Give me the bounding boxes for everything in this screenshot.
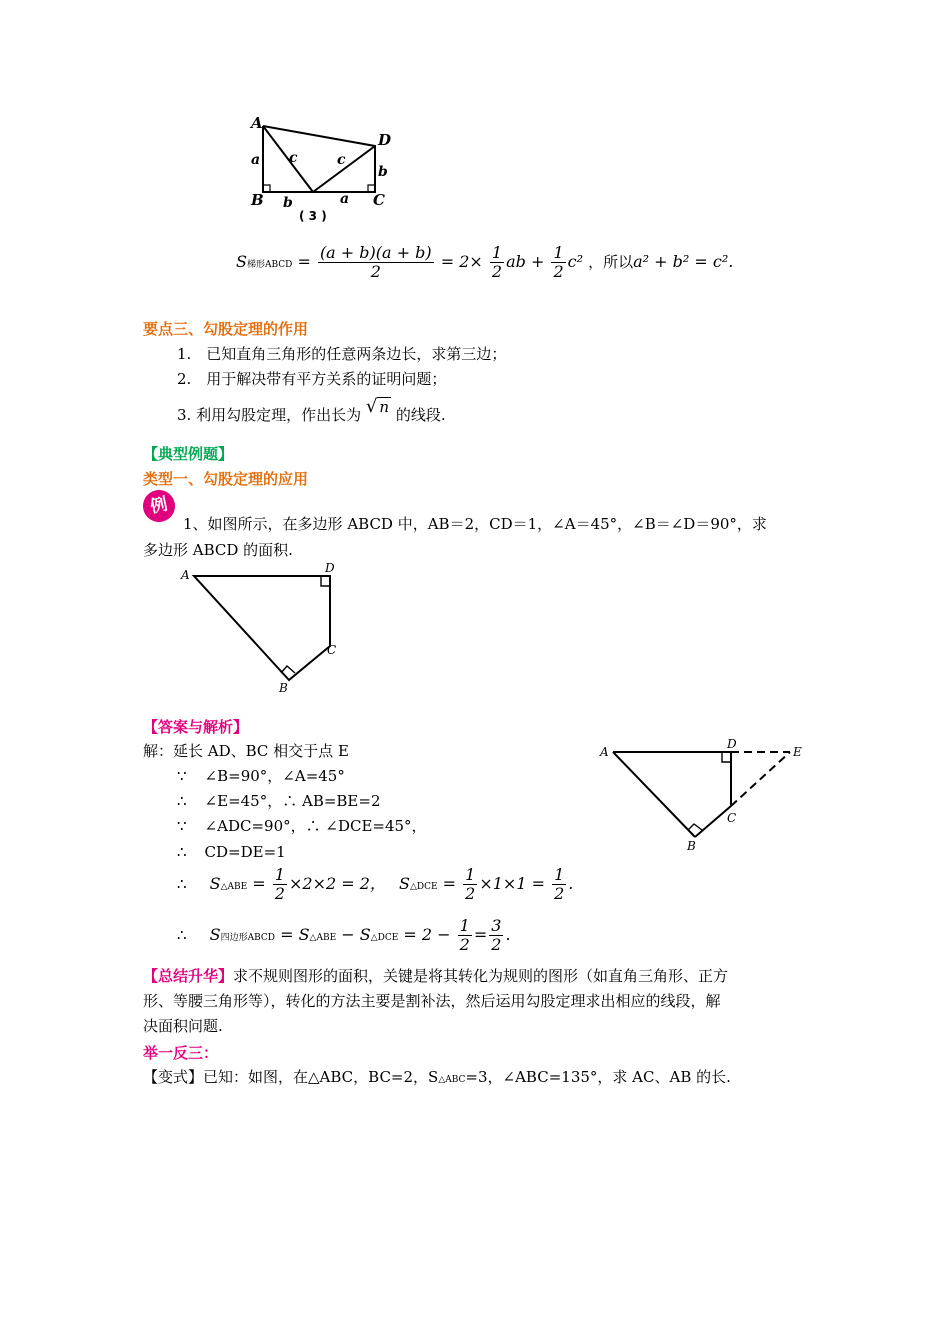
formula-ab: ab + xyxy=(506,252,545,271)
label-a: A xyxy=(600,745,609,759)
answer-line-4-text: CD=DE=1 xyxy=(204,843,286,861)
s-subscript: 梯形ABCD xyxy=(246,260,293,270)
eq5b: ×1×1 = xyxy=(479,874,546,893)
example-badge xyxy=(140,487,178,525)
label-b-bottom: b xyxy=(283,195,293,211)
therefore-symbol: ∴ xyxy=(177,843,187,861)
figure-caption: ( 3 ) xyxy=(299,209,327,223)
label-d: D xyxy=(378,131,392,149)
frac-den-5: 2 xyxy=(491,935,502,954)
figure-problem-polygon xyxy=(175,560,355,695)
label-d: D xyxy=(727,737,737,751)
eq5a: ×2×2 = 2， xyxy=(288,874,386,893)
label-c-right: c xyxy=(337,152,346,168)
right-angle-d xyxy=(321,576,330,586)
answer-line-5: ∴ S△ABE = $\frac{1}{2}$ ×2×2 = 2， S△DCE = $\frac{1}{2}$ ×1×1 = $\frac{1}{2}$ . xyxy=(177,865,574,903)
section3-item-3 xyxy=(177,396,446,425)
segment-ae xyxy=(263,126,313,192)
segment-ce-dashed xyxy=(731,752,790,806)
label-b-right: b xyxy=(378,164,388,180)
therefore-symbol: ∴ xyxy=(177,875,187,893)
half-denominator-2: 2 xyxy=(553,262,564,281)
s-abe-subscript: △ABE xyxy=(220,882,248,892)
variant-subscript: △ABC xyxy=(438,1075,466,1085)
variant-text-a: 【变式】已知：如图，在△ABC，BC=2，S xyxy=(143,1068,439,1086)
formula-mid: = 2× xyxy=(440,252,483,271)
summary-label: 【总结升华】 xyxy=(143,967,234,985)
answer-line-3 xyxy=(177,816,427,836)
frac-den-2: 2 xyxy=(465,884,476,903)
section3-item-3-text: 3. 利用勾股定理，作出长为 xyxy=(177,406,362,424)
label-d: D xyxy=(325,561,335,575)
answer-line-6: ∴ S四边形ABCD = S△ABE − S△DCE = 2 − $\frac{1}{2}$ = $\frac{3}{2}$ . xyxy=(177,916,511,954)
answer-line-4 xyxy=(177,842,286,862)
because-symbol: ∵ xyxy=(177,767,187,785)
section3-item-1: 1. 已知直角三角形的任意两条边长，求第三边； xyxy=(177,345,507,363)
right-angle-b xyxy=(688,824,702,830)
formula-result: a² + b² = c². xyxy=(633,252,734,271)
formula-denominator: 2 xyxy=(370,262,381,281)
figure-answer-extended xyxy=(598,735,808,855)
s-quad-subscript: 四边形ABCD xyxy=(220,933,275,943)
section3-item-3-suffix: 的线段. xyxy=(395,406,446,424)
label-a: A xyxy=(251,114,263,132)
sqrt-n: √ n xyxy=(365,396,390,417)
frac-den-4: 2 xyxy=(459,935,470,954)
sqrt-radicand: n xyxy=(379,398,390,416)
label-c: C xyxy=(327,643,337,657)
frac-num-2: 1 xyxy=(465,865,476,884)
formula-trapezoid-area: S梯形ABCD = $\frac{(a + b)(a + b)}{2}$ = 2× $\frac{1}{2}$ ab + $\frac{1}{2}$ c² ，所以a² + b² = c². xyxy=(236,243,734,281)
half-numerator-2: 1 xyxy=(553,243,564,262)
answer-line-3-text: ∠ADC=90°，∴ ∠DCE=45°， xyxy=(204,817,427,835)
half-numerator: 1 xyxy=(491,243,503,262)
label-c: C xyxy=(727,811,737,825)
answer-line-2 xyxy=(177,791,381,811)
summary-line-1 xyxy=(143,966,728,986)
answer-heading: 【答案与解析】 xyxy=(143,718,249,736)
right-angle-b xyxy=(281,666,295,673)
frac-num-5: 3 xyxy=(491,916,502,935)
type1-heading: 类型一、勾股定理的应用 xyxy=(143,470,309,488)
summary-text-1: 求不规则图形的面积，关键是将其转化为规则的图形（如直角三角形、正方 xyxy=(233,967,729,985)
extend-heading: 举一反三： xyxy=(143,1044,219,1062)
label-a: A xyxy=(181,568,190,582)
section3-item-2: 2. 用于解决带有平方关系的证明问题； xyxy=(177,370,447,388)
answer-line-1 xyxy=(177,766,345,786)
right-angle-d xyxy=(722,752,731,762)
example-badge-text: 例 xyxy=(148,494,170,518)
frac-num-3: 1 xyxy=(554,865,565,884)
s-abe-subscript-2: △ABE xyxy=(309,933,337,943)
figure-trapezoid-3 xyxy=(245,112,405,228)
segment-ab xyxy=(613,752,695,837)
examples-heading: 【典型例题】 xyxy=(143,445,234,463)
summary-line-2: 形、等腰三角形等），转化的方法主要是割补法，然后运用勾股定理求出相应的线段，解 xyxy=(143,992,721,1010)
therefore-symbol: ∴ xyxy=(177,792,187,810)
label-c: C xyxy=(373,191,385,209)
s-dce-subscript-2: △DCE xyxy=(370,933,399,943)
formula-suffix: ，所以 xyxy=(588,253,634,271)
section3-title: 要点三、勾股定理的作用 xyxy=(143,320,309,338)
frac-den: 2 xyxy=(274,884,285,903)
answer-line-0: 解：延长 AD、BC 相交于点 E xyxy=(143,742,349,760)
variant-text-b: =3，∠ABC=135°，求 AC、AB 的长. xyxy=(465,1068,731,1086)
formula-numerator: (a + b)(a + b) xyxy=(319,243,432,262)
half-denominator: 2 xyxy=(491,262,503,281)
therefore-symbol: ∴ xyxy=(177,926,187,944)
eq6: = 2 − xyxy=(403,925,451,944)
frac-den-3: 2 xyxy=(554,884,565,903)
label-c-left: c xyxy=(289,150,298,166)
label-a-bottom: a xyxy=(340,191,350,207)
variant-problem xyxy=(143,1067,731,1090)
label-b: B xyxy=(687,839,696,853)
label-a-left: a xyxy=(251,152,261,168)
frac-num: 1 xyxy=(274,865,285,884)
polygon-abcd xyxy=(194,576,330,680)
formula-c2: c² xyxy=(567,252,584,271)
label-b: B xyxy=(279,681,288,695)
summary-line-3: 决面积问题. xyxy=(143,1017,223,1035)
problem-line-2: 多边形 ABCD 的面积. xyxy=(143,541,293,559)
because-symbol: ∵ xyxy=(177,817,187,835)
answer-line-1-text: ∠B=90°，∠A=45° xyxy=(204,767,345,785)
right-angle-b xyxy=(263,185,270,192)
label-b: B xyxy=(251,191,264,209)
label-e: E xyxy=(793,745,802,759)
problem-line-1: 1、如图所示，在多边形 ABCD 中，AB＝2，CD＝1，∠A＝45°，∠B＝∠D＝90°，求 xyxy=(183,515,767,533)
segment-bc xyxy=(695,806,731,837)
s-dce-subscript: △DCE xyxy=(409,882,438,892)
frac-num-4: 1 xyxy=(459,916,470,935)
answer-line-2-text: ∠E=45°，∴ AB=BE=2 xyxy=(204,792,381,810)
